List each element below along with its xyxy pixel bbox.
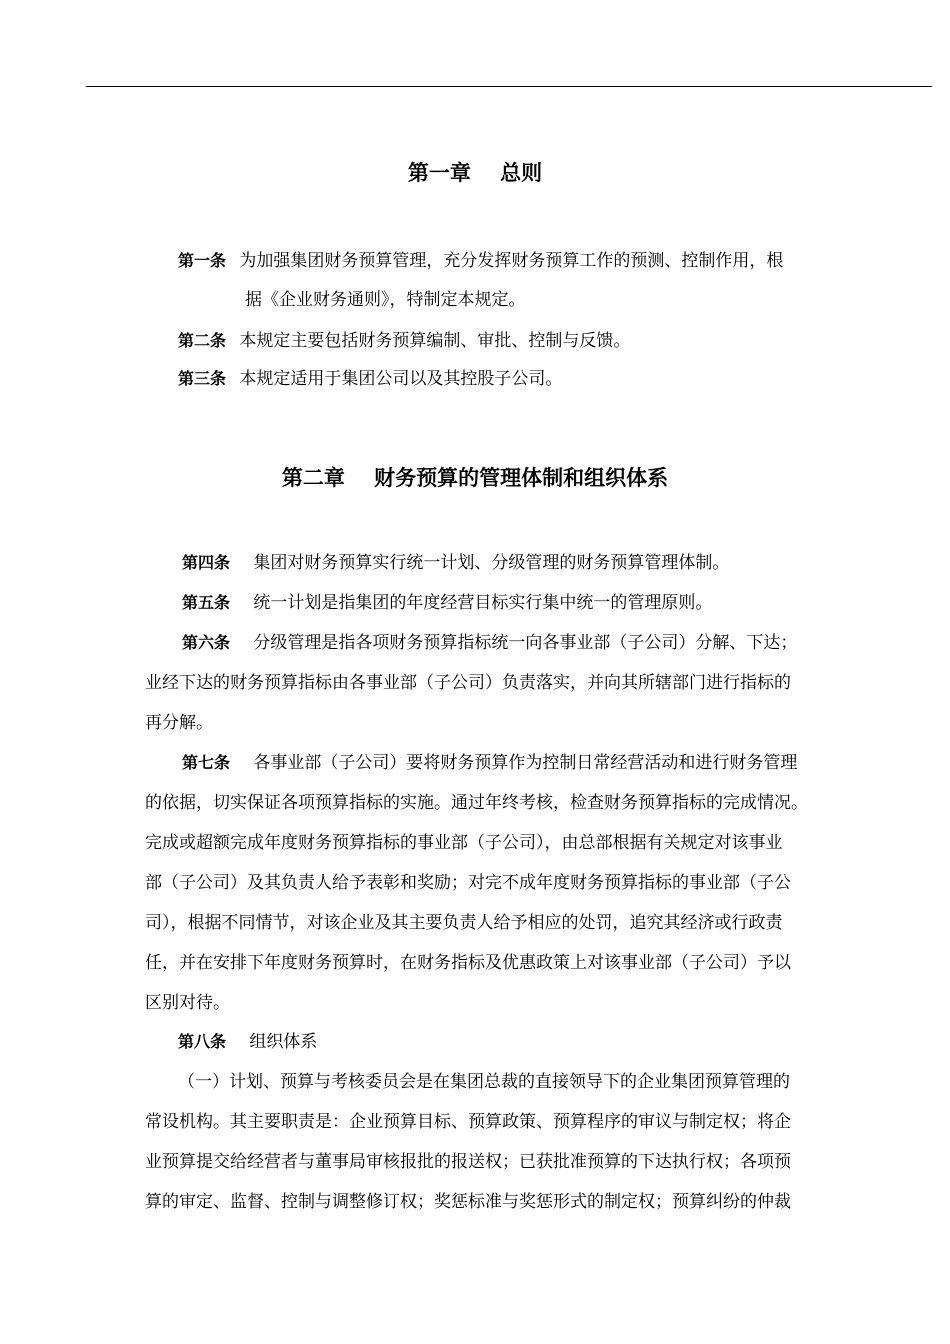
- article-8-text: 组织体系: [249, 1032, 318, 1052]
- article-7-text-line6: 任，并在安排下年度财务预算时，在财务指标及优惠政策上对该事业部（子公司）予以: [145, 953, 791, 973]
- article-1-text-line1: 为加强集团财务预算管理，充分发挥财务预算工作的预测、控制作用，根: [239, 251, 784, 271]
- article-4-text: 集团对财务预算实行统一计划、分级管理的财务预算管理体制。: [253, 553, 730, 573]
- article-7-label: 第七条: [182, 753, 231, 772]
- article-2-label: 第二条: [178, 331, 227, 350]
- header-rule: [86, 86, 932, 87]
- article-6-text-line3: 再分解。: [145, 713, 213, 733]
- article-1-label: 第一条: [178, 251, 227, 270]
- article-7-text-line3: 完成或超额完成年度财务预算指标的事业部（子公司），由总部根据有关规定对该事业: [145, 833, 783, 853]
- article-8-para1-line2: 常设机构。其主要职责是：企业预算目标、预算政策、预算程序的审议与制定权；将企: [145, 1112, 791, 1132]
- article-6: [182, 632, 797, 654]
- article-3: [178, 368, 562, 390]
- article-7-text-line7: 区别对待。: [145, 993, 230, 1013]
- article-5-text: 统一计划是指集团的年度经营目标实行集中统一的管理原则。: [253, 593, 713, 613]
- article-8-para1-line3: 业预算提交给经营者与董事局审核报批的报送权；已获批准预算的下达执行权；各项预: [145, 1152, 791, 1172]
- article-2-text: 本规定主要包括财务预算编制、审批、控制与反馈。: [239, 331, 631, 351]
- article-1-text-line2: 据《企业财务通则》，特制定本规定。: [245, 290, 526, 310]
- article-1: [178, 250, 875, 272]
- article-8: [178, 1031, 317, 1053]
- article-7-text-line2: 的依据，切实保证各项预算指标的实施。通过年终考核，检查财务预算指标的完成情况。: [145, 793, 808, 813]
- article-8-label: 第八条: [178, 1032, 227, 1051]
- article-7-text-line5: 司），根据不同情节，对该企业及其主要负责人给予相应的处罚，追究其经济或行政责: [145, 913, 783, 933]
- chapter-1-title: 第一章 总则: [407, 161, 543, 185]
- article-8-para1-line1: （一）计划、预算与考核委员会是在集团总裁的直接领导下的企业集团预算管理的: [178, 1072, 790, 1092]
- article-5: [182, 592, 712, 614]
- article-8-para1-line4: 算的审定、监督、控制与调整修订权；奖惩标准与奖惩形式的制定权；预算纠纷的仲裁: [145, 1192, 791, 1212]
- article-7-text-line4: 部（子公司）及其负责人给予表彰和奖励；对完不成年度财务预算指标的事业部（子公: [145, 873, 791, 893]
- article-5-label: 第五条: [182, 593, 231, 612]
- article-6-label: 第六条: [182, 633, 231, 652]
- article-2: [178, 330, 630, 352]
- article-4-label: 第四条: [182, 553, 231, 572]
- article-6-text-line1: 分级管理是指各项财务预算指标统一向各事业部（子公司）分解、下达；: [253, 633, 798, 653]
- chapter-2-title: 第二章 财务预算的管理体制和组织体系: [281, 466, 669, 490]
- article-6-text-line2: 业经下达的财务预算指标由各事业部（子公司）负责落实，并向其所辖部门进行指标的: [145, 673, 791, 693]
- article-7-text-line1: 各事业部（子公司）要将财务预算作为控制日常经营活动和进行财务管理: [253, 753, 798, 773]
- article-7: [182, 752, 797, 774]
- article-4: [182, 552, 729, 574]
- article-3-text: 本规定适用于集团公司以及其控股子公司。: [239, 369, 563, 389]
- article-3-label: 第三条: [178, 369, 227, 388]
